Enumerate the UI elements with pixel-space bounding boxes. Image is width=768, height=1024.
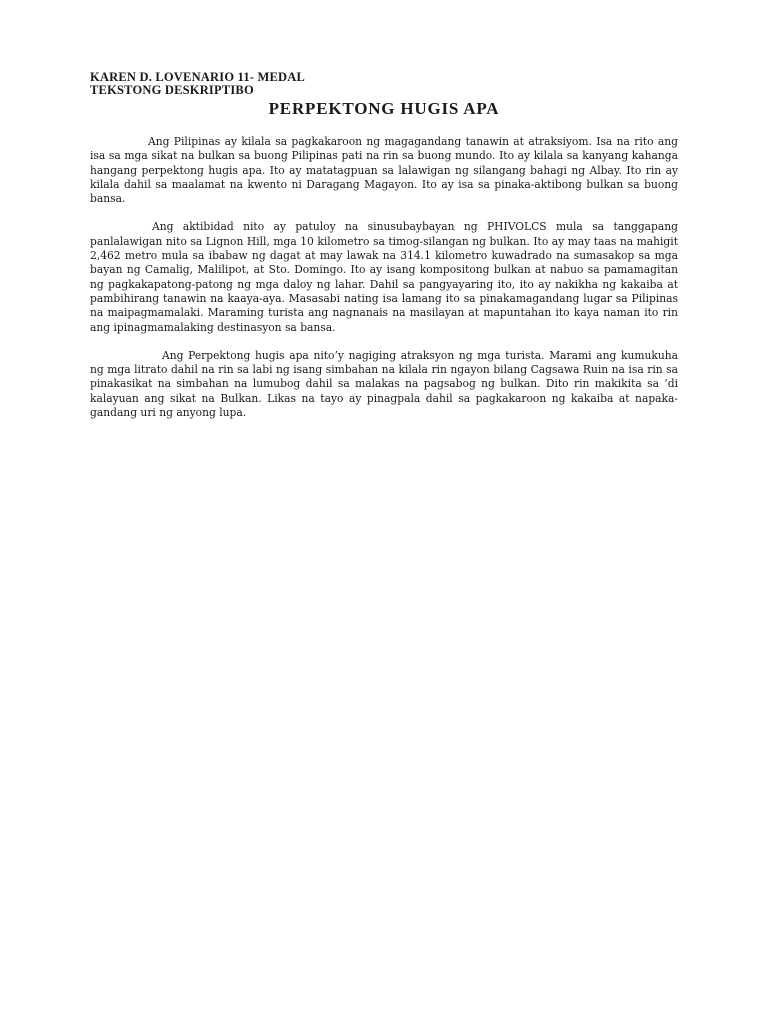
paragraph-3: Ang Perpektong hugis apa nito’y nagiging atraksyon ng mga turista. Marami ang kumukuha ng mga litrato dahil na rin sa labi ng isang simbahan na kilala rin ngayon bilang Cagsawa Ruin na isa rin sa pinakasikat na simbahan na lumubog dahil sa malakas na pagsabog ng bulkan. Dito rin makikita sa ‘di kalayuan ang sikat na Bulkan. Likas na tayo ay pinagpala dahil sa pagkakaroon ng kakaiba at napaka-gandang uri ng anyong lupa. [90,348,678,420]
author-line: KAREN D. LOVENARIO 11- MEDAL [90,70,305,84]
paragraph-1: Ang Pilipinas ay kilala sa pagkakaroon ng magagandang tanawin at atraksiyom. Isa na rito ang isa sa mga sikat na bulkan sa buong Pilipinas pati na rin sa buong mundo. Ito ay kilala sa kanyang kahanga hangang perpektong hugis apa. Ito ay matatagpuan sa lalawigan ng silangang bahagi ng Albay. Ito rin ay kilala dahil sa maalamat na kwento ni Daragang Magayon. Ito ay isa sa pinaka-aktibong bulkan sa buong bansa. [90,135,678,206]
paragraph-2: Ang aktibidad nito ay patuloy na sinusubaybayan ng PHIVOLCS mula sa tanggapang panlalawigan nito sa Lignon Hill, mga 10 kilometro sa timog-silangan ng bulkan. Ito ay may taas na mahigit 2,462 metro mula sa ibabaw ng dagat at may lawak na 314.1 kilometro kuwadrado na sumasakop sa mga bayan ng Camalig, Malilipot, at Sto. Domingo. Ito ay isang kompositong bulkan at nabuo sa pamamagitan ng pagkakapatong-patong ng mga daloy ng lahar. Dahil sa pangyayaring ito, ito ay nakikha ng kakaiba at pambihirang tanawin na kaaya-aya. Masasabi nating isa lamang ito sa pinakamagandang lugar sa Pilipinas na maipagmamalaki. Maraming turista ang nagnanais na masilayan at mapuntahan ito kaya naman ito rin ang ipinagmamalaking destinasyon sa bansa. [90,220,678,334]
document-title: PERPEKTONG HUGIS APA [268,99,500,118]
genre-line: TEKSTONG DESKRIPTIBO [90,83,254,97]
document-page [90,71,678,434]
